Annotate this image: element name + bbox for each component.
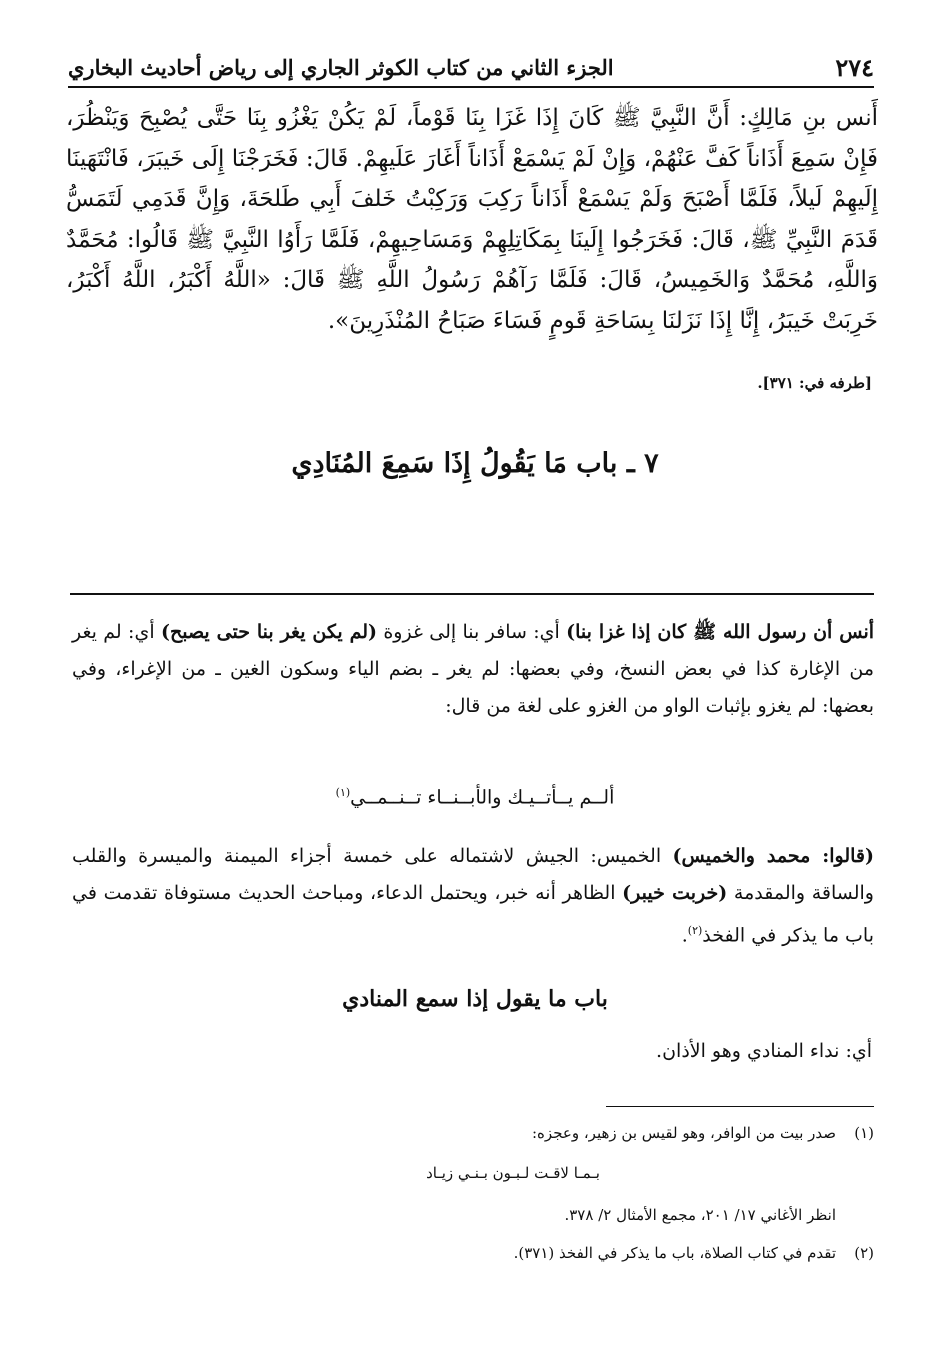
footnote-2	[514, 1244, 874, 1262]
footnote-number: (١)	[854, 1124, 874, 1142]
page-header	[68, 46, 874, 88]
poem-text: ألــم يــأتــيـك والأبــنــاء تــنــمــي	[350, 786, 615, 809]
footnote-number: (٢)	[854, 1244, 874, 1262]
commentary-text: الظاهر أنه خبر، ويحتمل الدعاء، ومباحث الحديث مستوفاة تقدمت في باب ما يذكر في الفخذ	[72, 882, 874, 947]
commentary-text: الخميس: الجيش لاشتماله على خمسة أجزاء الميمنة والميسرة والقلب والساقة والمقدمة	[72, 845, 874, 904]
footnote-divider	[606, 1106, 874, 1107]
commentary-heading: باب ما يقول إذا سمع المنادي	[342, 986, 608, 1012]
book-title: الجزء الثاني من كتاب الكوثر الجاري إلى رياض أحاديث البخاري	[68, 55, 614, 80]
footnote-1	[532, 1124, 874, 1142]
footnote-1-verse: بـمـا لاقـت لـبـون بـنـي زيـاد	[426, 1164, 600, 1182]
commentary-paragraph-1	[72, 614, 874, 725]
footnote-1-reference: انظر الأغاني ١٧/ ٢٠١، مجمع الأمثال ٢/ ٣٧٨.	[564, 1206, 836, 1224]
commentary-explanation: أي: نداء المنادي وهو الأذان.	[656, 1040, 872, 1062]
footnote-ref: (١)	[335, 786, 351, 799]
tarf-reference: [طرفه في: ٣٧١].	[757, 374, 872, 392]
commentary-quote: (خربت خيبر)	[622, 882, 728, 904]
commentary-quote: أنس أن رسول الله ﷺ كان إذا غزا بنا)	[566, 621, 875, 643]
commentary-paragraph-2	[72, 838, 874, 954]
hadith-text: أَنس بنِ مَالِكٍ: أَنَّ النَّبِيَّ ﷺ كَانَ إِذَا غَزَا بِنَا قَوْماً، لَمْ يَكُنْ يَغْزُو بِنَا حَتَّى يُصْبِحَ وَيَنْظُرَ، فَإِنْ سَمِعَ أَذَاناً كَفَّ عَنْهُمْ، وَإِنْ لَمْ يَسْمَعْ أَذَاناً أَغَارَ عَلَيهِمْ. قَالَ: فَخَرَجْنَا إِلَى خَيبَرَ، فَانْتَهَينَا إِلَيهِمْ لَيلاً، فَلَمَّا أَصْبَحَ وَلَمْ يَسْمَعْ أَذَاناً رَكِبَ وَرَكِبْتُ خَلفَ أَبِي طَلحَةَ، وَإِنَّ قَدَمِي لَتَمَسُّ قَدَمَ النَّبِيِّ ﷺ، قَالَ: فَخَرَجُوا إِلَينَا بِمَكَاتِلِهِمْ وَمَسَاحِيهِمْ، فَلَمَّا رَأَوُا النَّبِيَّ ﷺ قَالُوا: مُحَمَّدٌ وَاللَّهِ، مُحَمَّدٌ وَالخَمِيسُ، قَالَ: فَلَمَّا رَآهُمْ رَسُولُ اللَّهِ ﷺ قَالَ: «اللَّهُ أَكْبَرُ، اللَّهُ أَكْبَرُ، خَرِبَتْ خَيبَرُ، إِنَّا إِذَا نَزَلنَا بِسَاحَةِ قَومٍ فَسَاءَ صَبَاحُ المُنْذَرِينَ».	[66, 105, 878, 334]
footnote-text: صدر بيت من الوافر، وهو لقيس بن زهير، وعجزه:	[532, 1124, 836, 1142]
poem-verse	[0, 786, 950, 808]
chapter-heading: ٧ ـ باب مَا يَقُولُ إِذَا سَمِعَ المُنَادِي	[291, 448, 659, 479]
footnote-ref: (٢)	[687, 924, 703, 937]
section-divider	[70, 593, 874, 595]
commentary-text: .	[681, 924, 688, 947]
commentary-quote: (لم يكن يغر بنا حتى يصبح)	[160, 621, 378, 643]
commentary-text: أي: سافر بنا إلى غزوة	[377, 621, 567, 643]
commentary-quote: (قالوا: محمد والخميس)	[672, 845, 875, 867]
footnote-text: تقدم في كتاب الصلاة، باب ما يذكر في الفخذ (٣٧١).	[513, 1244, 836, 1262]
commentary-text: أي: لم يغر من الإغارة كذا في بعض النسخ، وفي بعضها: لم يغر ـ بضم الياء وسكون الغين ـ من الإغراء، وفي بعضها: لم يغزو بإثبات الواو من الغزو على لغة من قال:	[72, 621, 874, 717]
page-number: ٢٧٤	[835, 53, 874, 82]
